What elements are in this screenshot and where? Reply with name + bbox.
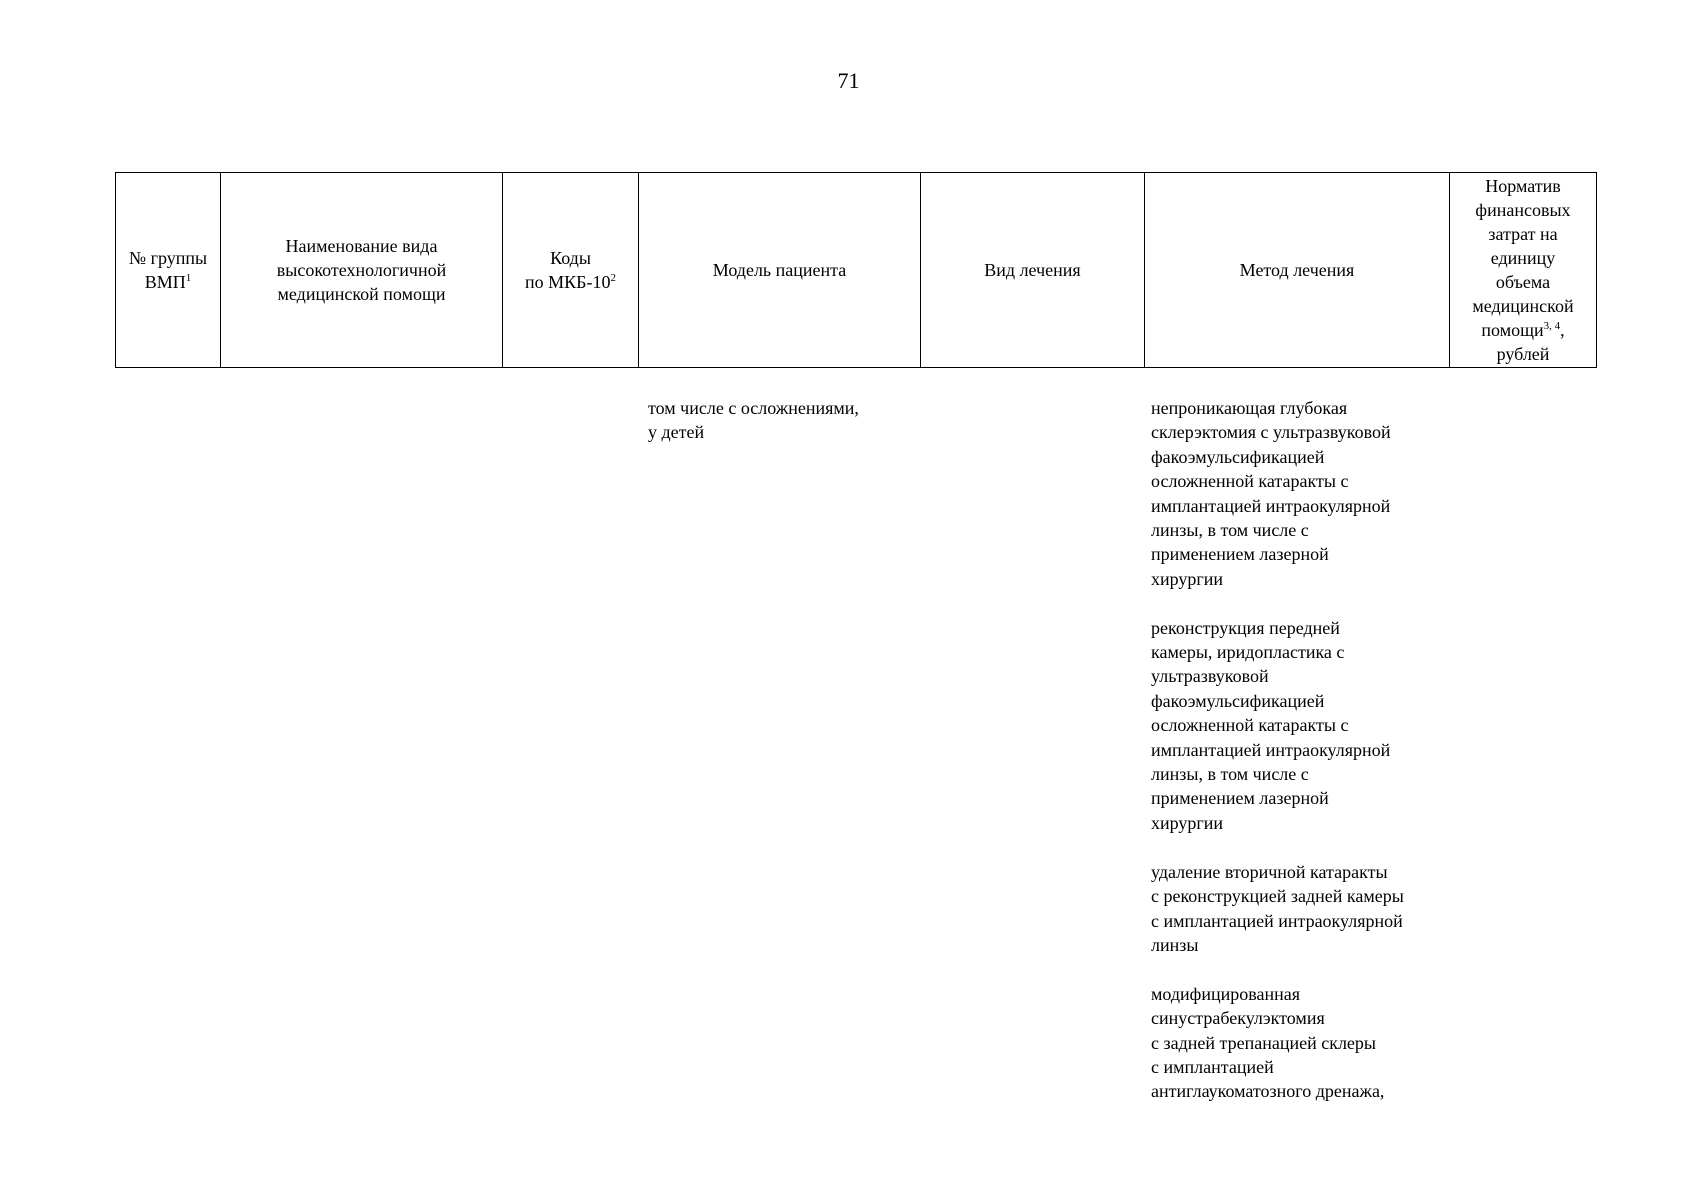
- treatment-method-line: модифицированная: [1151, 983, 1301, 1004]
- treatment-method-line: с реконструкцией задней камеры: [1151, 886, 1404, 907]
- treatment-method-item: [1151, 860, 1404, 958]
- table-header: [115, 172, 1597, 368]
- treatment-method-line: применением лазерной: [1151, 544, 1329, 565]
- treatment-method-line: с имплантацией: [1151, 1056, 1274, 1077]
- treatment-method-item: [1151, 616, 1404, 836]
- treatment-method-line: имплантацией интраокулярной: [1151, 495, 1391, 516]
- header-cost-norm: Норматив финансовых затрат на единицу объема медицинской помощи$^{3, 4}$, рублей: [1450, 173, 1597, 368]
- treatment-method-line: хирургии: [1151, 812, 1224, 833]
- treatment-method-item: [1151, 396, 1404, 591]
- treatment-method-line: удаление вторичной катаракты: [1151, 861, 1388, 882]
- treatment-method-line: ультразвуковой: [1151, 666, 1269, 687]
- treatment-method-line: линзы: [1151, 934, 1199, 955]
- header-care-type-name: Наименование вида высокотехнологичной медицинской помощи: [221, 173, 503, 368]
- header-treatment-method: Метод лечения: [1145, 173, 1450, 368]
- treatment-method-line: осложненной катаракты с: [1151, 715, 1349, 736]
- patient-model-text: том числе с осложнениями, у детей: [648, 398, 859, 443]
- treatment-method-line: имплантацией интраокулярной: [1151, 739, 1391, 760]
- treatment-method-line: непроникающая глубокая: [1151, 398, 1348, 418]
- treatment-method-line: камеры, иридопластика с: [1151, 642, 1345, 663]
- treatment-method-line: линзы, в том числе с: [1151, 520, 1309, 541]
- treatment-method-item: [1151, 982, 1404, 1104]
- treatment-method-line: реконструкция передней: [1151, 617, 1340, 638]
- treatment-method-line: с имплантацией интраокулярной: [1151, 910, 1403, 931]
- page-number: 71: [837, 68, 860, 93]
- header-group-number: № группы ВМП$^1$: [116, 173, 221, 368]
- header-icd-codes: Коды по МКБ-$10^2$: [503, 173, 639, 368]
- treatment-method-line: факоэмульсификацией: [1151, 690, 1325, 711]
- treatment-method-list: [1151, 396, 1404, 1128]
- treatment-method-line: хирургии: [1151, 568, 1224, 589]
- treatment-method-line: склерэктомия с ультразвуковой: [1151, 422, 1391, 443]
- treatment-method-line: антиглаукоматозного дренажа,: [1151, 1081, 1385, 1102]
- header-treatment-type: Вид лечения: [921, 173, 1145, 368]
- header-patient-model: Модель пациента: [639, 173, 921, 368]
- treatment-method-line: осложненной катаракты с: [1151, 471, 1349, 492]
- treatment-method-line: факоэмульсификацией: [1151, 446, 1325, 467]
- treatment-method-line: применением лазерной: [1151, 788, 1329, 809]
- treatment-method-line: с задней трепанацией склеры: [1151, 1032, 1377, 1053]
- treatment-method-line: синустрабекулэктомия: [1151, 1008, 1325, 1029]
- treatment-method-line: линзы, в том числе с: [1151, 764, 1309, 785]
